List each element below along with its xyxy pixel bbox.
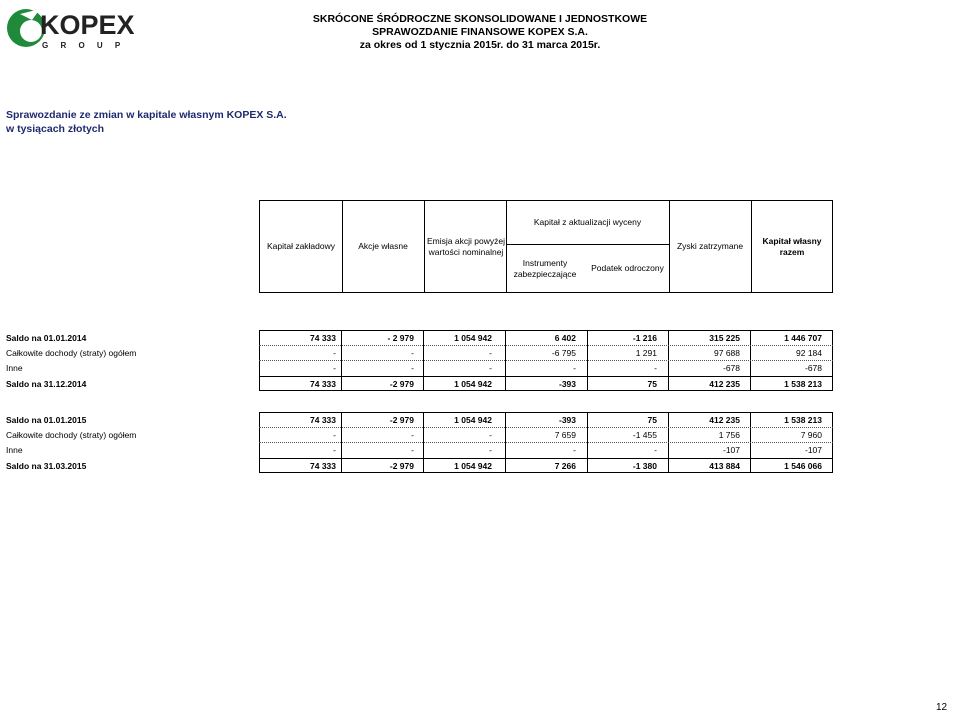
table-cell: - [489, 430, 492, 440]
table-cell: -393 [558, 379, 576, 389]
table-cell: 1 291 [635, 348, 657, 358]
table-cell: - [411, 348, 414, 358]
table-row [0, 376, 960, 391]
table-cell: -2 979 [389, 379, 414, 389]
table-cell: -107 [722, 445, 740, 455]
header-emisja: Emisja akcji powyżej wartości nominalnej [427, 235, 505, 257]
table-row [0, 427, 960, 442]
table-cell: -2 979 [389, 415, 414, 425]
table-cell: 7 266 [554, 461, 576, 471]
table-cell: 74 333 [310, 415, 336, 425]
table-cell: 74 333 [310, 379, 336, 389]
table-cell: 1 054 942 [454, 379, 492, 389]
table-cell: 412 235 [709, 415, 740, 425]
logo-subtext: G R O U P [42, 41, 126, 50]
row-label: Inne [6, 363, 23, 373]
table-cell: - [411, 445, 414, 455]
header-kapital-zakladowy: Kapitał zakładowy [266, 241, 336, 251]
header-instrumenty: Instrumenty zabezpieczające [513, 257, 577, 279]
table-cell: -678 [804, 363, 822, 373]
header-aktualizacja-group: Kapitał z aktualizacji wyceny [533, 217, 642, 227]
table-cell: 315 225 [709, 333, 740, 343]
table-cell: 1 546 066 [784, 461, 822, 471]
table-row [0, 360, 960, 375]
table-cell: 412 235 [709, 379, 740, 389]
table-cell: 74 333 [310, 333, 336, 343]
kopex-logo [6, 4, 141, 54]
header-line-2: SPRAWOZDANIE FINANSOWE KOPEX S.A. [372, 26, 588, 38]
table-cell: 74 333 [310, 461, 336, 471]
table-cell: 75 [647, 415, 657, 425]
table-cell: -1 380 [632, 461, 657, 471]
logo-wordmark: KOPEX [40, 10, 135, 40]
table-cell: -678 [722, 363, 740, 373]
table-cell: 92 184 [796, 348, 822, 358]
table-cell: 1 538 213 [784, 415, 822, 425]
row-label: Całkowite dochody (straty) ogółem [6, 348, 137, 358]
table-cell: - [333, 430, 336, 440]
row-label: Saldo na 01.01.2015 [6, 415, 87, 425]
table-cell: - [333, 363, 336, 373]
table-cell: 1 054 942 [454, 461, 492, 471]
header-akcje-wlasne: Akcje własne [358, 241, 408, 251]
table-cell: - [489, 363, 492, 373]
table-cell: - [333, 445, 336, 455]
table-cell: -1 455 [632, 430, 657, 440]
column-divider [424, 201, 425, 292]
row-label: Całkowite dochody (straty) ogółem [6, 430, 137, 440]
table-row [0, 412, 960, 427]
table-cell: - [654, 363, 657, 373]
table-cell: 7 659 [554, 430, 576, 440]
table-cell: - [411, 430, 414, 440]
statement-title-block [6, 108, 287, 136]
row-label: Saldo na 01.01.2014 [6, 333, 87, 343]
page-number: 12 [936, 702, 948, 713]
header-line-1: SKRÓCONE ŚRÓDROCZNE SKONSOLIDOWANE I JEDNOSTKOWE [312, 13, 648, 25]
table-cell: -107 [804, 445, 822, 455]
table-cell: 1 446 707 [784, 333, 822, 343]
column-divider [751, 201, 752, 292]
table-cell: - [333, 348, 336, 358]
table-row [0, 442, 960, 457]
header-zyski: Zyski zatrzymane [676, 241, 744, 251]
table-cell: 97 688 [714, 348, 740, 358]
statement-title: Sprawozdanie ze zmian w kapitale własnym KOPEX S.A. [6, 109, 287, 121]
table-cell: - [489, 348, 492, 358]
table-cell: 7 960 [800, 430, 822, 440]
table-cell: 1 054 942 [454, 415, 492, 425]
table-cell: -1 216 [632, 333, 657, 343]
table-cell: 1 756 [718, 430, 740, 440]
table-cell: - [654, 445, 657, 455]
document-header [290, 13, 670, 52]
column-header-grid [259, 200, 833, 293]
table-cell: -6 795 [551, 348, 576, 358]
table-cell: 413 884 [709, 461, 740, 471]
table-row [0, 330, 960, 345]
table-cell: 1 538 213 [784, 379, 822, 389]
row-label: Saldo na 31.12.2014 [6, 379, 87, 389]
table-cell: - [573, 445, 576, 455]
table-cell: - [573, 363, 576, 373]
table-cell: 75 [647, 379, 657, 389]
table-cell: -393 [558, 415, 576, 425]
table-cell: 6 402 [554, 333, 576, 343]
table-cell: - [411, 363, 414, 373]
table-row [0, 458, 960, 473]
table-cell: -2 979 [389, 461, 414, 471]
table-cell: - 2 979 [387, 333, 414, 343]
header-razem: Kapitał własny razem [762, 235, 822, 257]
row-label: Saldo na 31.03.2015 [6, 461, 87, 471]
header-line-3: za okres od 1 stycznia 2015r. do 31 marca 2015r. [359, 39, 601, 51]
statement-subtitle: w tysiącach złotych [6, 123, 105, 135]
table-row [0, 345, 960, 360]
table-cell: - [489, 445, 492, 455]
table-cell: 1 054 942 [454, 333, 492, 343]
row-label: Inne [6, 445, 23, 455]
header-podatek: Podatek odroczony [591, 263, 664, 273]
